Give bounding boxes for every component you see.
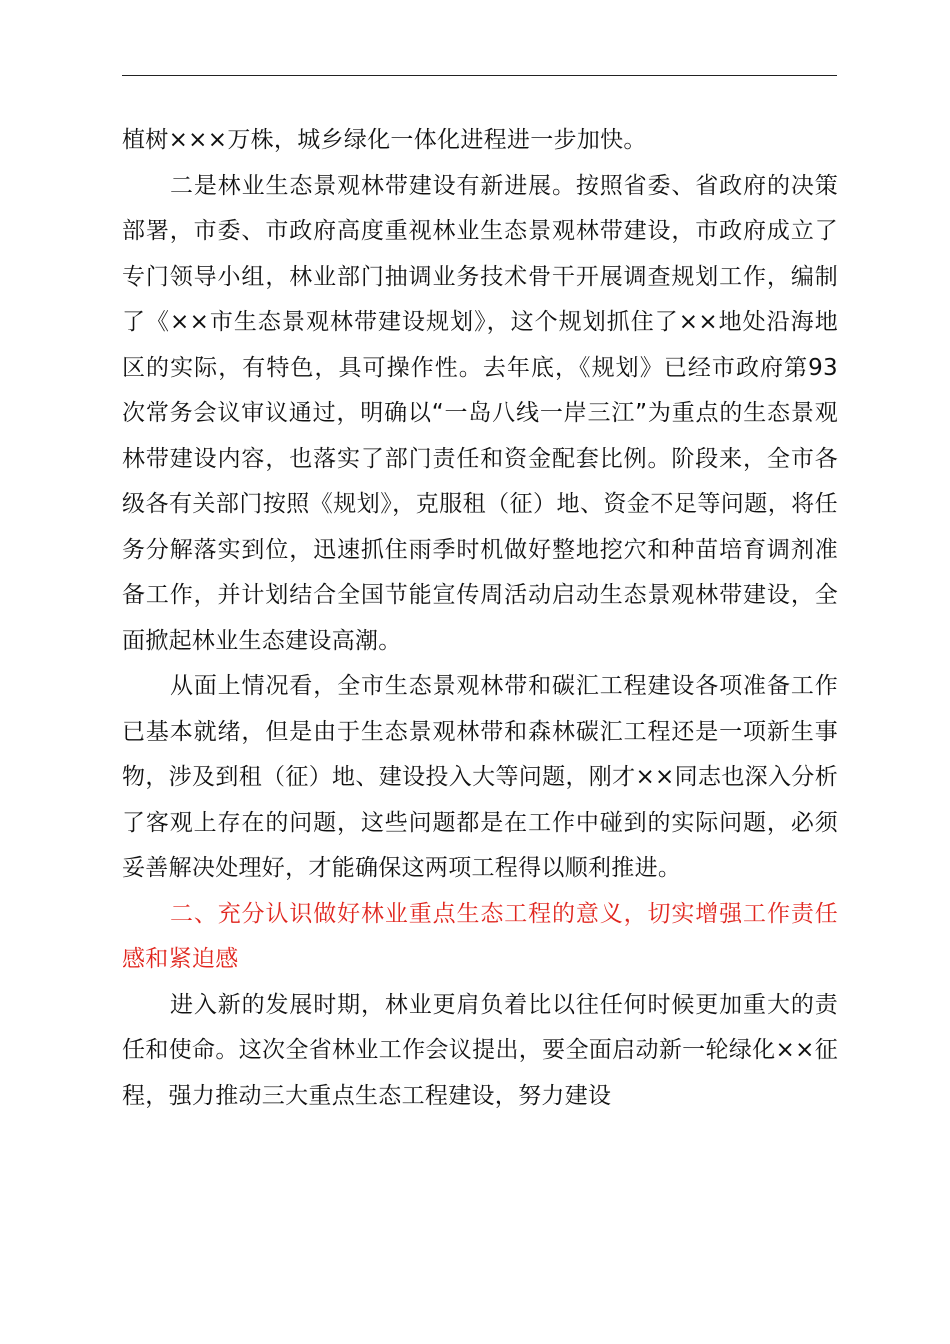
header-rule bbox=[122, 75, 837, 76]
paragraph-new-period: 进入新的发展时期，林业更肩负着比以往任何时候更加重大的责任和使命。这次全省林业工作会议提出，要全面启动新一轮绿化××征程，强力推动三大重点生态工程建设，努力建设 bbox=[122, 991, 838, 1109]
paragraph-continuation: 植树×××万株，城乡绿化一体化进程进一步加快。 bbox=[122, 127, 647, 153]
paragraph-overall-situation: 从面上情况看，全市生态景观林带和碳汇工程建设各项准备工作已基本就绪，但是由于生态景观林带和森林碳汇工程还是一项新生事物，涉及到租（征）地、建设投入大等问题，刚才××同志也深入分析了客观上存在的问题，这些问题都是在工作中碰到的实际问题，必须妥善解决处理好，才能确保这两项工程得以顺利推进。 bbox=[122, 673, 838, 881]
document-body bbox=[122, 118, 838, 1119]
section-heading-2: 二、充分认识做好林业重点生态工程的意义，切实增强工作责任感和紧迫感 bbox=[122, 900, 838, 972]
paragraph-landscape-forest-progress: 二是林业生态景观林带建设有新进展。按照省委、省政府的决策部署，市委、市政府高度重视林业生态景观林带建设，市政府成立了专门领导小组，林业部门抽调业务技术骨干开展调查规划工作，编制了《××市生态景观林带建设规划》，这个规划抓住了××地处沿海地区的实际，有特色，具可操作性。去年底，《规划》已经市政府第93次常务会议审议通过，明确以“一岛八线一岸三江”为重点的生态景观林带建设内容，也落实了部门责任和资金配套比例。阶段来，全市各级各有关部门按照《规划》，克服租（征）地、资金不足等问题，将任务分解落实到位，迅速抓住雨季时机做好整地挖穴和种苗培育调剂准备工作，并计划结合全国节能宣传周活动启动生态景观林带建设，全面掀起林业生态建设高潮。 bbox=[122, 172, 838, 654]
